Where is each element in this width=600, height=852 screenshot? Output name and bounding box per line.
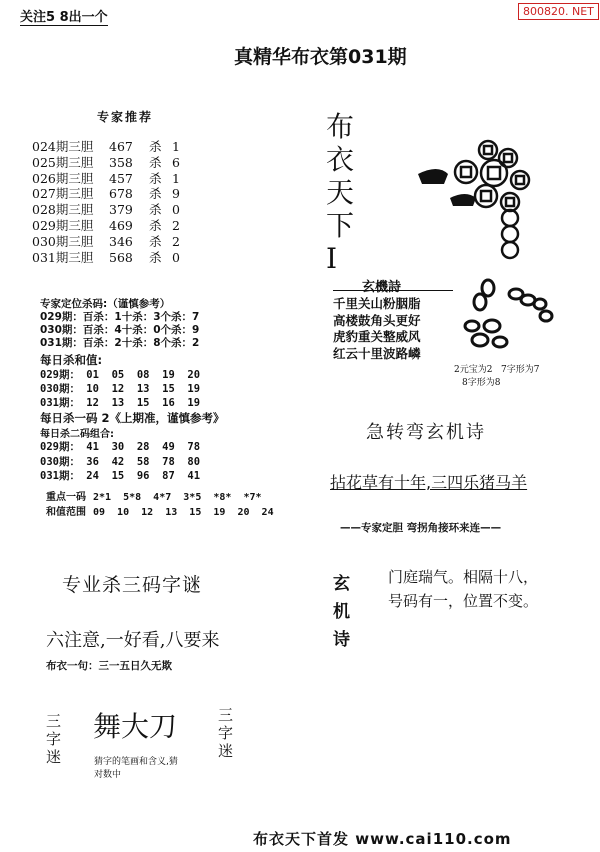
sum-range: 和值范围 09 10 12 13 15 19 20 24 (46, 507, 274, 518)
expert-row: 030期三胆 346 杀 2 (32, 233, 180, 249)
list-item: 029期： 41 30 28 49 78 (40, 441, 201, 453)
daily-one-heading: 每日杀一码 2《上期准，谨慎参考》 (40, 411, 225, 425)
page-title: 真精华布衣第031期 (234, 46, 407, 68)
expert-row: 026期三胆 457 杀 1 (32, 170, 180, 186)
position-kill-list (40, 311, 199, 350)
daily-one-list (40, 440, 200, 484)
daily-one-sub: 每日杀二码组合: (40, 429, 114, 440)
xuanji-vertical: 玄 机 诗 (333, 574, 350, 650)
riddle-phrase: 六注意,一好看,八要来 (46, 630, 220, 651)
three-char-right: 三 字 迷 (218, 706, 234, 760)
expert-row: 025期三胆 358 杀 6 (32, 154, 180, 170)
list-item: 029期： 01 05 08 19 20 (40, 369, 201, 381)
key-code: 重点一码 2*1 5*8 4*7 3*5 *8* *7* (46, 492, 262, 503)
position-kill-heading: 专家定位杀码:（谨慎参考） (40, 298, 171, 310)
daily-sum-list (40, 368, 200, 410)
turn-poem-heading: 急转弯玄机诗 (366, 422, 486, 443)
poem-line: 虎豹重关整威风 (333, 329, 421, 344)
expert-heading: 专家推荐 (97, 110, 154, 124)
expert-row: 027期三胆 678 杀 9 (32, 186, 180, 202)
poem-heading: 玄機詩 (362, 280, 402, 295)
expert-row: 024期三胆 467 杀 1 (32, 139, 180, 154)
list-item: 031期：百杀：2十杀：8个杀：2 (40, 337, 200, 349)
poem-line: 千里关山粉胭脂 (333, 296, 421, 311)
xuanji-lines (388, 565, 538, 613)
buyi-tianxia-vertical: 布 衣 天 下 I (326, 110, 355, 275)
list-item: 031期： 24 15 96 87 41 (40, 470, 201, 482)
riddle-word: 舞大刀 (93, 710, 178, 743)
ingot-pictogram-icon (458, 278, 568, 358)
expert-list (32, 139, 180, 265)
poem-lines (333, 296, 421, 362)
list-item: 031期： 12 13 15 16 19 (40, 397, 201, 409)
list-item: 030期： 36 42 58 78 80 (40, 455, 201, 468)
riddle-hint-2: 对数中 (94, 770, 122, 780)
expert-row: 029期三胆 469 杀 2 (32, 217, 180, 233)
list-item: 029期：百杀：1十杀：3个杀：7 (40, 311, 200, 323)
divider-text: ——专家定胆 弯拐角接环来连—— (340, 522, 502, 534)
site-badge[interactable]: 800820. NET (518, 3, 599, 20)
daily-sum-heading: 每日杀和值: (40, 353, 103, 367)
coin-ingot-icon (410, 138, 560, 268)
ingot-note-2: 8字形为8 (462, 378, 501, 388)
poem-line: 红云十里波路嶙 (333, 345, 421, 361)
footer-source: 布衣天下首发 www.cai110.com (253, 830, 512, 848)
ingot-note: 2元宝为2 7字形为7 (454, 365, 540, 375)
list-item: 030期：百杀：4十杀：0个杀：9 (40, 324, 200, 336)
expert-row: 031期三胆 568 杀 0 (32, 249, 180, 265)
turn-poem-line: 拈花草有十年,三四乐猪马羊 (330, 473, 528, 492)
poem-line: 号码有一，位置不变。 (388, 592, 539, 610)
riddle-buyi: 布衣一句：三一五日久无欺 (46, 660, 172, 672)
poem-line: 门庭瑞气。相隔十八， (388, 568, 539, 586)
poem-line: 高楼鼓角头更好 (333, 312, 421, 328)
header-caption: 关注5 8出一个 (20, 6, 108, 26)
riddle-hint: 猜字的笔画和含义,猜 (94, 757, 178, 767)
riddle-heading: 专业杀三码字谜 (62, 574, 203, 596)
list-item: 030期： 10 12 13 15 19 (40, 383, 201, 395)
expert-row: 028期三胆 379 杀 0 (32, 202, 180, 218)
three-char-left: 三 字 迷 (46, 712, 62, 766)
